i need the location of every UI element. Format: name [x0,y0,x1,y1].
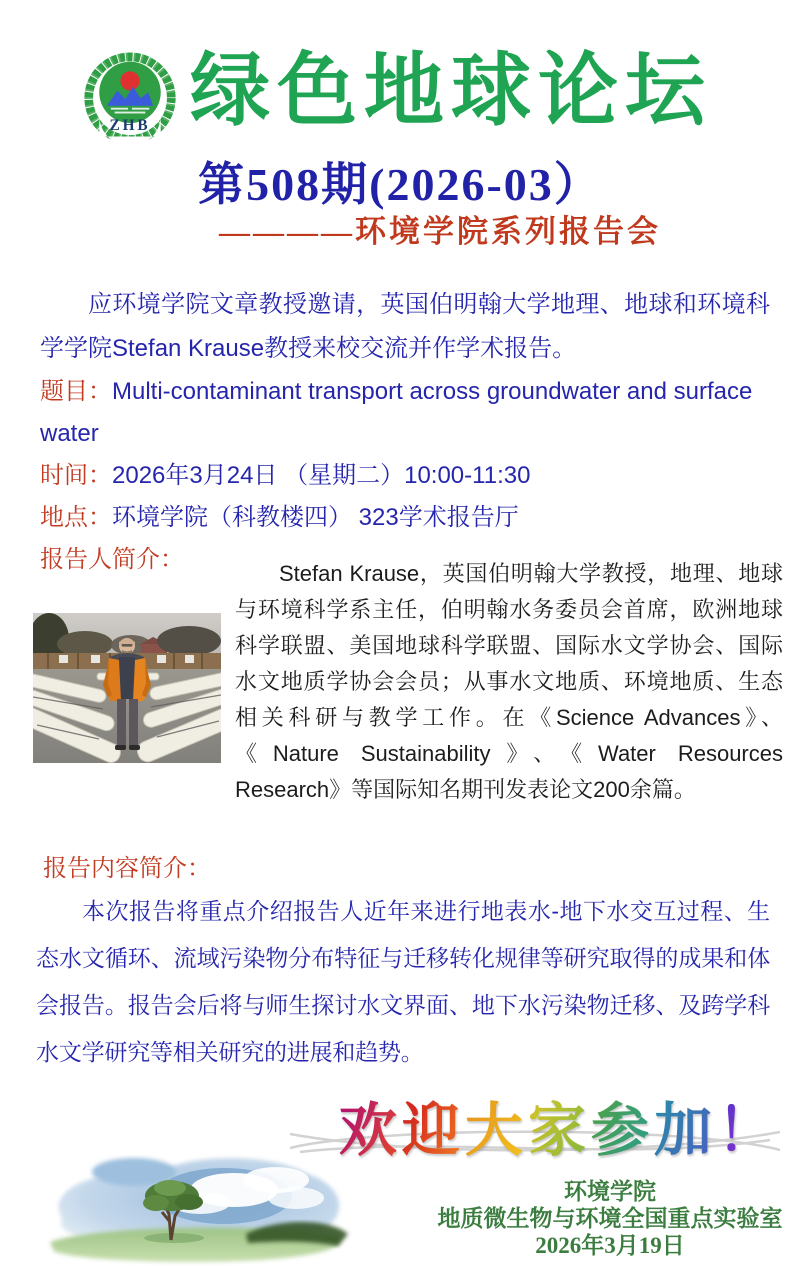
intro-section [40,283,770,581]
speaker-photo [33,613,221,763]
welcome-char: ！ [716,1098,780,1163]
footer-line-date: 2026年3月19日 [535,1233,685,1258]
field-location [40,497,770,539]
welcome-char: 迎 [401,1098,465,1163]
field-topic [40,371,770,455]
footer-line-organization: 环境学院 [564,1179,656,1204]
topic-value: Multi-contaminant transport across groundwater and surface water [40,378,753,447]
time-value: 2026年3月24日 （星期二）10:00-11:30 [112,462,531,489]
welcome-char: 欢 [338,1098,402,1163]
time-label: 时间： [40,462,112,489]
series-subtitle: ————环境学院系列报告会 [219,214,661,249]
abstract-section-label: 报告内容简介： [43,855,211,882]
invitation-paragraph: 应环境学院文章教授邀请，英国伯明翰大学地理、地球和环境科学学院Stefan Krause教授来校交流并作学术报告。 [40,291,770,362]
location-label: 地点： [40,504,112,531]
topic-label: 题目： [40,378,112,405]
abstract-paragraph: 本次报告将重点介绍报告人近年来进行地表水-地下水交互过程、生态水文循环、流域污染物分布特征与迁移转化规律等研究取得的成果和体会报告。报告会后将与师生探讨水文界面、地下水污染物迁移、及跨学科水文学研究等相关研究的进展和趋势。 [36,898,770,1065]
footer-signature [430,1178,790,1259]
logo-text: ZHB [109,116,151,134]
welcome-banner [300,1086,780,1176]
footer-line-laboratory: 地质微生物与环境全国重点实验室 [437,1206,783,1231]
issue-number: 第508期(2026-03） [198,159,602,210]
speaker-section-label: 报告人简介： [40,546,184,573]
sun-icon [120,71,139,90]
welcome-text [300,1086,780,1176]
welcome-char: 参 [590,1098,654,1163]
speaker-bio: Stefan Krause，英国伯明翰大学教授，地理、地球与环境科学系主任，伯明翰水务委员会首席，欧洲地球科学联盟、美国地球科学联盟、国际水文学协会、国际水文地质学协会会员；从事水文地质、环境地质、生态相关科研与教学工作。在《Science Advances》、《Nature Sustainability》、《Water Resources Research》等国际知名期刊发表论文200余篇。 [235,561,783,802]
field-time [40,455,770,497]
welcome-char: 大 [464,1098,528,1163]
location-value: 环境学院（科教楼四） 323学术报告厅 [112,504,519,531]
welcome-char: 加 [653,1098,717,1163]
environmental-protection-logo-icon [82,44,178,158]
welcome-char: 家 [527,1098,591,1163]
speaker-section [33,556,788,808]
forum-title: 绿色地球论坛 [190,48,712,136]
